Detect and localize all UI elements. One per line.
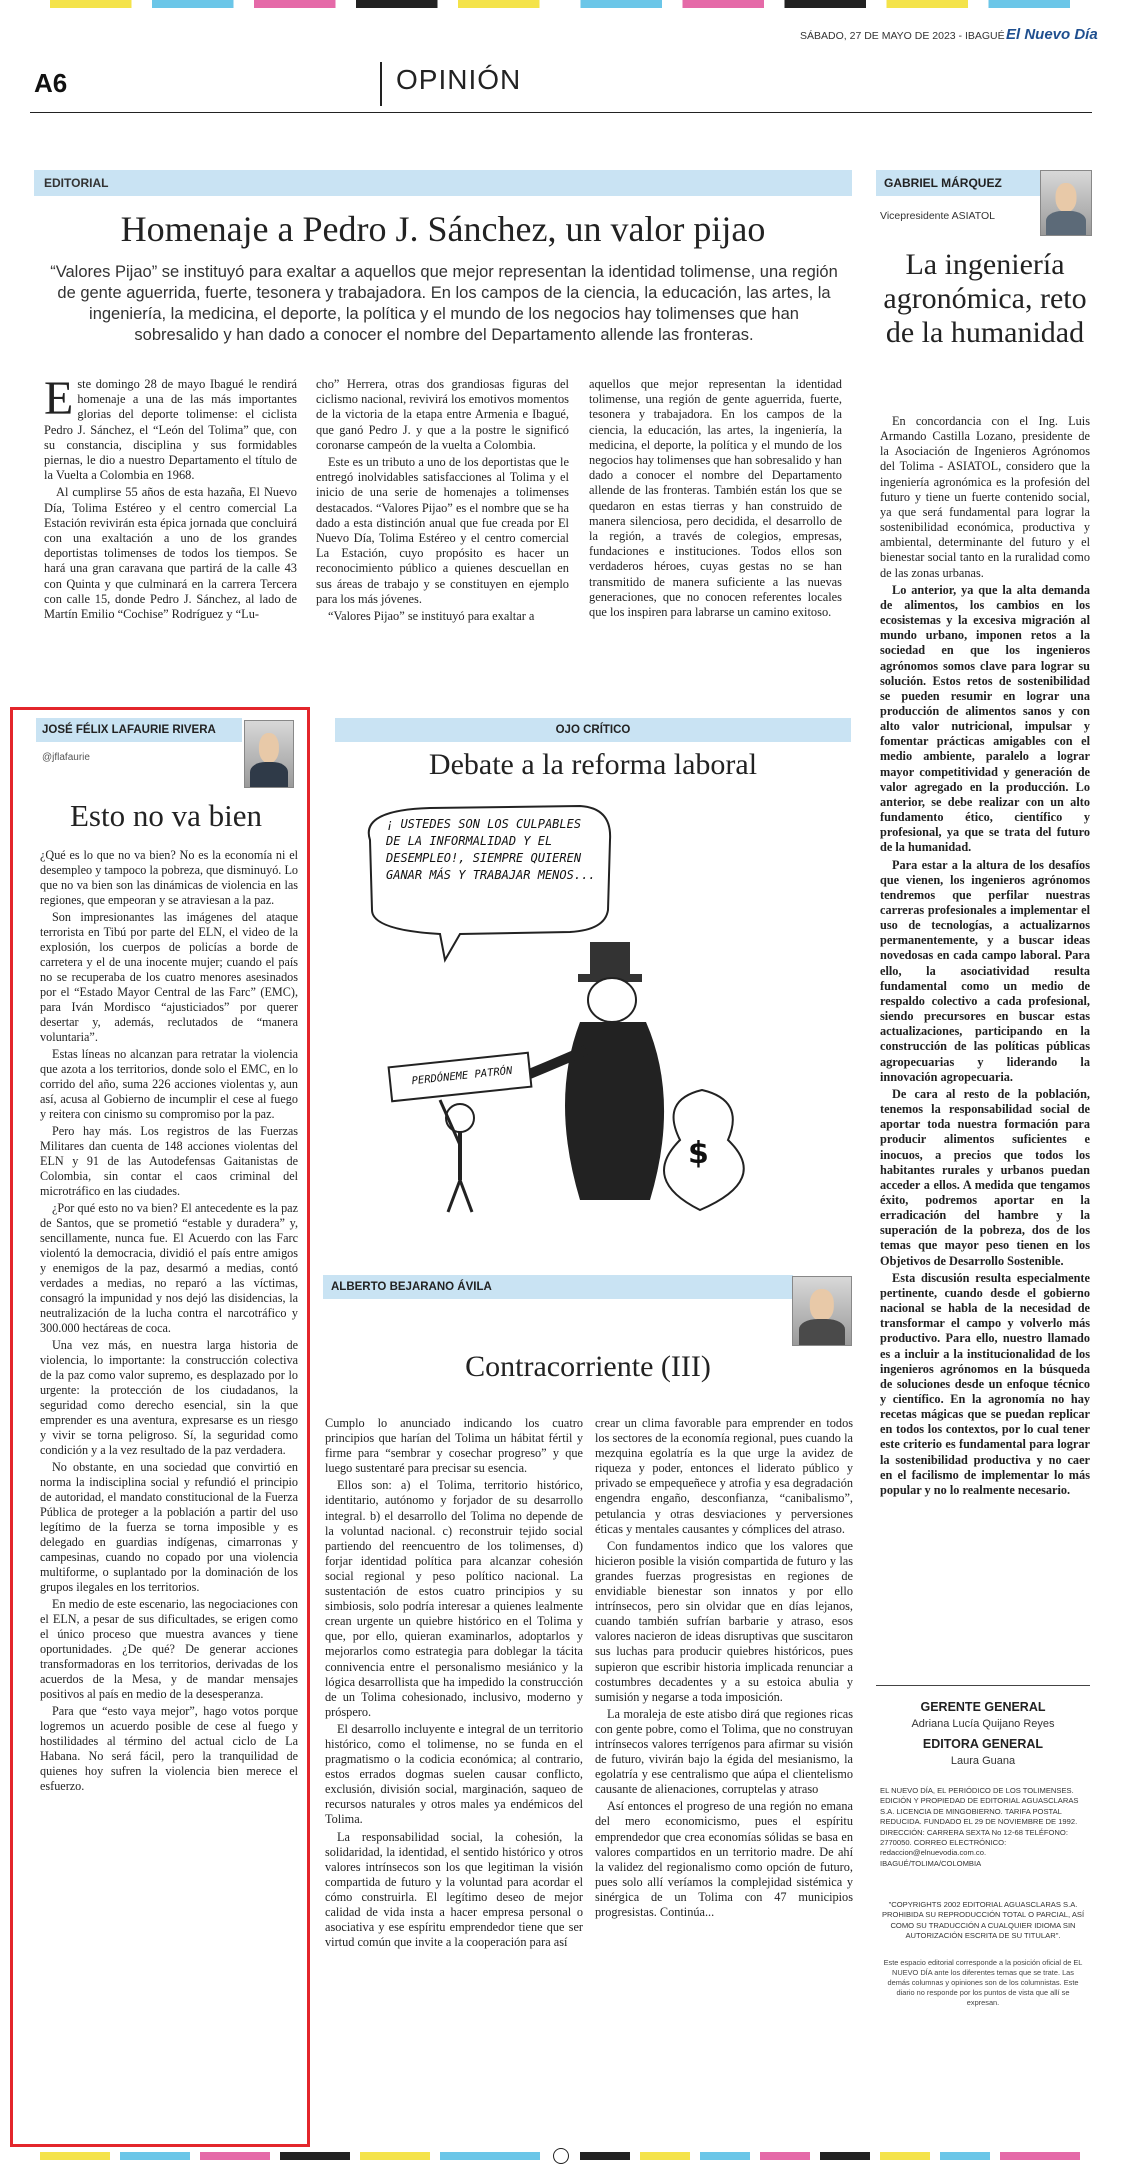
lafaurie-paragraph: Para que “esto vaya mejor”, hago votos porque logremos un acuerdo posible de cese al fuego y hostilidades al término del actual ciclo de La Habana. No será fácil, pero la tranquilidad de quienes hoy sufren la violencia bien merece el esfuerzo.	[40, 1704, 298, 1793]
editorial-col2-p2: Este es un tributo a uno de los deportistas que le entregó inolvidables satisfacciones al Tolima y el inicio de una serie de homenajes a tolimenses destacados. “Valores Pijao” es el nombre que se ha dado a esta distinción anual que fue creada por El Nuevo Día, Tolima Estéreo y el centro comercial La Estación, cuyo propósito es hacer un reconocimiento público a quienes descuellan en sus áreas de trabajo y se constituyen en ejemplo para los más jóvenes.	[316, 455, 569, 606]
editorial-label: EDITORIAL	[44, 176, 109, 190]
lafaurie-paragraph: No obstante, en una sociedad que convirtió en norma la indisciplina social y refundió el principio de autoridad, el mandato constitucional de la Fuerza Pública de proteger a la población a partir del uso legítimo de la fuerza se torna imposible y es delegado en guardias indígenas, cimarronas y campesinas, cuando no copado por una violencia multiforme, o suplantado por la dominación de los grupos ilegales en los territorios.	[40, 1460, 298, 1594]
lafaurie-paragraph: Estas líneas no alcanzan para retratar la violencia que azota a los territorios, donde solo el EMC, en lo corrido del año, suma 226 acciones violentas y, aun así, acusa al Gobierno de incumplir el cese al fuego y reitera con cinismo su compromiso por la paz.	[40, 1047, 298, 1121]
lafaurie-paragraph: ¿Por qué esto no va bien? El antecedente es la paz de Santos, que se prometió “estable y duradera” y, sencillamente, nunca fue. El Acuerdo con las Farc violentó la democracia, dividió el país entre amigos y enemigos de la paz, desarmó a medias, contó verdades a medias, no reparó a las víctimas, consagró la impunidad y nos dejó las disidencias, la neutralización de la lucha contra el narcotráfico y 300.000 hectáreas de coca.	[40, 1201, 298, 1335]
editorial-column-3	[589, 377, 842, 622]
marquez-photo	[1040, 170, 1092, 236]
lafaurie-paragraph: Son impresionantes las imágenes del ataque terrorista en Tibú por parte del ELN, el video de la explosión, los cuerpos de policías a borde de carretera y el de una inocente mujer; cuando el país no se recuperaba de los cuatro menores asesinados por el “Estado Mayor Central de las Farc” (EMC), para Iván Mordisco “ajusticiados” por querer desertar y, además, reclutados de “manera voluntaria”.	[40, 910, 298, 1044]
cartoon-bubble-text: ¡ USTEDES SON LOS CULPABLES DE LA INFORMALIDAD Y EL DESEMPLEO!, SIEMPRE QUIEREN GANAR MÁS Y TRABAJAR MENOS...	[386, 817, 596, 882]
lafaurie-author: JOSÉ FÉLIX LAFAURIE RIVERA	[42, 724, 216, 736]
editorial-col2-p3: “Valores Pijao” se instituyó para exaltar a	[328, 609, 535, 624]
gerente-title: GERENTE GENERAL	[920, 1700, 1046, 1714]
bejarano-col2-paragraph: La moraleja de este atisbo dirá que regiones ricas con gente pobre, como el Tolima, que no construyan intrínsecos valores terrígenos para afirmar su visión de futuro, vivirán bajo la égida del mesianismo, la egolatría y ese centralismo que aúpa el clientelismo causante de alienaciones, corruptelas y atraso	[595, 1706, 853, 1797]
ojo-title: Debate a la reforma laboral	[428, 748, 758, 781]
bejarano-col1-paragraph: El desarrollo incluyente e integral de un territorio histórico, como el tolimense, no se funda en el pragmatismo o la codicia económica; al contrario, estos errados dogmas suelen causar conflicto, exclusión, división social, marginación, saqueo de recursos naturales y otros males ya endémicos del Tolima.	[325, 1721, 583, 1827]
header-rule	[30, 112, 1092, 113]
marquez-title: La ingeniería agronómica, reto de la humanidad	[883, 248, 1087, 349]
bejarano-author: ALBERTO BEJARANO ÁVILA	[331, 1281, 492, 1293]
marquez-p3: Para estar a la altura de los desafíos que vienen, los ingenieros agrónomos tendremos que perfilar nuestras carreras profesionales a implementar el uso de tecnologías, a actualizarnos permanentemente, y a buscar ideas novedosas en cada campo laboral. Para ello, la asociatividad resulta fundamental como un medio de respaldo colectivo a cada profesional, siendo precursores en buscar estas actualizaciones, participando en la construcción de las políticas públicas agropecuarias y liderando la innovación agropecuaria.	[880, 857, 1090, 1084]
color-registration-bar-bottom	[580, 2152, 1080, 2160]
bejarano-col1-paragraph: La responsabilidad social, la cohesión, la solidaridad, la identidad, el sentido histórico y otros valores intrínsecos son los que legitiman la visión compartida de futuro y la voluntad para acordar el cómo construirla. El legítimo deseo de mejor calidad de vida insta a hacer empresa personal o asociativa y ese espíritu emprendedor tiene que ser virtud común que invite a la cooperación para así	[325, 1829, 583, 1950]
masthead-disclaimer: Este espacio editorial corresponde a la posición oficial de EL NUEVO DÍA ante los diferentes temas que se trate. Las demás columnas y opiniones son de los columnistas. Este diario no responde por los puntos de vista que allí se expresan.	[883, 1958, 1083, 2007]
editorial-label-band	[34, 170, 852, 196]
editorial-dropcap: E	[44, 372, 74, 425]
bejarano-author-band	[323, 1275, 793, 1299]
lafaurie-paragraph: Una vez más, en nuestra larga historia de violencia, lo importante: la construcción colectiva de la paz como valor supremo, es desplazado por lo urgente: la protección de los ciudadanos, la seguridad como derecho esencial, sin la que emprender es una aventura, expresarse es un riesgo y vivir se torna peligroso. Sí, la seguridad como condición y a la vez resultado de la paz verdadera.	[40, 1338, 298, 1457]
cartoon-bag-symbol: $	[688, 1136, 709, 1171]
editorial-col3-p1: aquellos que mejor representan la identidad tolimense, una región de gente aguerrida, fuerte, tesonera y trabajadora. En los campos de la ciencia, la educación, las artes, la ingeniería, la medicina, el deporte, la política y el mundo de los negocios hay tolimenses que han sobresalido y han dado a conocer el nombre del Departamento allende de las fronteras. También están los que se quedaron en estas tierras y han construido de manera silenciosa, pero decidida, el desarrollo de la región, a través de colegios, empresas, fundaciones e instituciones. Todos ellos son verdaderos héroes, cuyas gestas no se han transmitido de manera suficiente a las nuevas generaciones, que no conocen referentes locales que los inspiren para labrarse un camino exitoso.	[589, 377, 842, 620]
lafaurie-photo	[244, 720, 294, 788]
ojo-label: OJO CRÍTICO	[555, 724, 631, 736]
marquez-author: GABRIEL MÁRQUEZ	[884, 176, 1002, 190]
ojo-label-band	[335, 718, 851, 742]
lafaurie-paragraph: Pero hay más. Los registros de las Fuerzas Militares dan cuenta de 148 acciones violentas del ELN y 91 de las Autodefensas Gaitanistas de Colombia, sin contar el caos criminal del microtráfico en las ciudades.	[40, 1124, 298, 1198]
lafaurie-title: Esto no va bien	[70, 798, 262, 833]
masthead-copyright: "COPYRIGHTS 2002 EDITORIAL AGUASCLARAS S.A. PROHIBIDA SU REPRODUCCIÓN TOTAL O PARCIAL, ASÍ COMO SU TRADUCCIÓN A CUALQUIER IDIOMA SIN AUTORIZACIÓN ESCRITA DE SU TITULAR".	[881, 1900, 1085, 1941]
color-registration-bar-top	[50, 0, 1070, 8]
color-registration-bar-bottom-left	[40, 2152, 540, 2160]
masthead-rule	[876, 1685, 1090, 1686]
bejarano-title: Contracorriente (III)	[465, 1350, 711, 1383]
editorial-column-1	[44, 372, 297, 624]
bejarano-col2-paragraph: Con fundamentos indico que los valores que hicieron posible la visión compartida de futuro y las grandes fuerzas progresistas en regiones de envidiable bienestar son innatos y por ello intrínsecos, pero sin olvidar que en días lejanos, cuando también sufrían barbarie y atraso, esos valores nacieron de ideas disruptivas que suscitaron sus luchas para producir quiebres históricos, pues supieron que escribir historia implicada renunciar a costumbres decadentes y a su estoica abulia y sumisión y negarse a toda imposición.	[595, 1538, 853, 1704]
editorial-column-2	[316, 377, 569, 626]
editorial-col1-p2: Al cumplirse 55 años de esta hazaña, El Nuevo Día, Tolima Estéreo y el centro comercial La Estación revivirán esta épica jornada que concluirá con una exaltación a uno de los grandes deportistas tolimenses de todos los tiempos. Se hará una gran caravana que partirá de la calle 43 con Quinta y que culminará en la carrera Tercera con calle 15, donde Pedro J. Sánchez, al lado de Martín Emilio “Cochise” Rodríguez y “Lu-	[44, 485, 297, 622]
marquez-p1: En concordancia con el Ing. Luis Armando Castilla Lozano, presidente de la Asociación de Ingenieros Agrónomos del Tolima - ASIATOL, considero que la ingeniería agronómica es la profesión del futuro y tiene un fuerte contenido social, ya que será fundamental para lograr la sostenibilidad económica, productiva y ambiental, determinante del futuro y el bienestar social tanto en la ruralidad como de las zonas urbanas.	[880, 414, 1090, 580]
cartoon-sign-text: PERDÓNEME PATRÓN	[411, 1064, 513, 1088]
lafaurie-author-band	[36, 718, 242, 742]
editora-title: EDITORA GENERAL	[922, 1737, 1044, 1751]
lafaurie-paragraph: En medio de este escenario, las negociaciones con el ELN, a pesar de sus dificultades, se erigen como el único proceso que muestra avances y tiene oportunidades. ¿De qué? De generar acciones transformadoras en los territorios, derivadas de los acuerdos de la Mesa, y de mandar mensajes positivos al país en medio de la desesperanza.	[40, 1597, 298, 1701]
gerente-name: Adriana Lucía Quijano Reyes	[911, 1718, 1055, 1730]
bejarano-col1-paragraph: Cumplo lo anunciado indicando los cuatro principios que harían del Tolima un hábitat fértil y firme para “sembrar y cosechar progreso” y que luego sustentaré para precisar su esencia.	[325, 1416, 583, 1476]
registration-mark	[553, 2148, 569, 2164]
date-line: SÁBADO, 27 DE MAYO DE 2023 - IBAGUÉ	[800, 30, 1005, 42]
editorial-col1-p1: ste domingo 28 de mayo Ibagué le rendirá homenaje a una de las más importantes glorias del deporte tolimense: el ciclista Pedro J. Sánchez, el “León del Tolima” que, con su constancia, disciplina y sus formidables piernas, le dio a nuestro Departamento el título de la Vuelta a Colombia en 1968.	[44, 377, 297, 483]
bejarano-photo	[792, 1276, 852, 1346]
bejarano-col2-paragraph: crear un clima favorable para emprender en todos los sectores de la economía regional, pues cuando la mezquina egolatría es la que urge la avidez de riqueza y poder, entonces el liderato público y privado se empequeñece y atrofia y esa degradación engendra engaño, desconfianza, “canibalismo”, petulancia y otras desviaciones y perversiones éticas y mentales causantes y cómplices del atraso.	[595, 1416, 853, 1536]
section-title: OPINIÓN	[396, 64, 522, 95]
marquez-role: Vicepresidente ASIATOL	[880, 210, 995, 222]
marquez-p5: Esta discusión resulta especialmente pertinente, cuando desde el gobierno nacional se habla de la necesidad de transformar el campo y volverlo más productivo. Para ello, nuestro llamado es a incluir a la institucionalidad de los ingenieros agrónomos en la búsqueda de soluciones desde un enfoque técnico y científico. En la agronomía no hay recetas mágicas que se puedan replicar en todos los contextos, por lo cual tener este criterio es fundamental para lograr la sostenibilidad productiva y no caer en el facilismo de implementar lo más popular y no lo realmente necesario.	[880, 1270, 1090, 1497]
bejarano-column-1	[325, 1416, 583, 1952]
bejarano-column-2	[595, 1416, 853, 1922]
cartoon	[350, 800, 840, 1220]
lafaurie-handle: @jflafaurie	[42, 752, 90, 763]
marquez-p4: De cara al resto de la población, tenemos la responsabilidad social de aportar toda nuestra formación para producir alimentos suficientes e inocuos, a precios que todos los habitantes rurales y urbanos puedan acceder a ellos. A medida que tengamos éxito, podremos aportar en la erradicación del hambre y la superación de la pobreza, dos de los temas que mayor peso tienen en los Objetivos de Desarrollo Sostenible.	[880, 1086, 1090, 1268]
marquez-body	[880, 414, 1090, 1500]
editorial-title: Homenaje a Pedro J. Sánchez, un valor pijao	[120, 209, 766, 249]
section-divider	[380, 62, 382, 106]
marquez-p2: Lo anterior, ya que la alta demanda de alimentos, los cambios en los ecosistemas y la excesiva migración al mundo urbano, imponen retos a la sociedad en que los ingenieros agrónomos somos clave para lograr su solución. Estos retos de sostenibilidad se pueden resumir en lograr una producción de alimentos sanos y con alto valor nutricional, impulsar y fomentar prácticas amigables con el medio ambiente, paralelo a lograr mayor competitividad y generación de valor agregado en la producción. Lo anterior, se debe realizar con un alto fundamento ético, científico y profesional, ya que se trata del futuro de la humanidad.	[880, 582, 1090, 855]
editorial-col2-p1: cho” Herrera, otras dos grandiosas figuras del ciclismo nacional, revivirá los emotivos momentos de la victoria de la etapa entre Armenia e Ibagué, que ganó Pedro J. y que a la postre le significó coronarse campeón de la vuelta a Colombia.	[316, 377, 569, 452]
editora-name: Laura Guana	[950, 1755, 1016, 1767]
editorial-lead: “Valores Pijao” se instituyó para exaltar a aquellos que mejor representan la identidad tolimense, una región de gente aguerrida, fuerte, tesonera y trabajadora. En los campos de la ciencia, la educación, las artes, la ingeniería, la medicina, el deporte, la política y el mundo de los negocios hay tolimenses que han sobresalido y han dado a conocer el nombre del Departamento allende las fronteras.	[50, 263, 838, 344]
bejarano-col1-paragraph: Ellos son: a) el Tolima, territorio histórico, identitario, autónomo y forjador de su desarrollo integral. b) el desarrollo del Tolima no depende de la voluntad nacional. c) reconstruir tejido social partiendo del reencuentro de los tolimenses, d) forjar identidad política para alcanzar cohesión social regional y peso político nacional. La sustentación de estos cuatro principios y su simbiosis, solo podría interesar a quienes lealmente crean urgente un quiebre histórico en el Tolima y que, por ello, quieran examinarlos, adoptarlos y mejorarlos como estrategia para doblegar la tácita connivencia entre el personalismo mesiánico y la lógica desarrollista que ha impedido la construcción de un Tolima cohesionado, inclusivo, moderno y próspero.	[325, 1478, 583, 1719]
lafaurie-paragraph: ¿Qué es lo que no va bien? No es la economía ni el desempleo y tampoco la pobreza, que disminuyó. Lo que no va bien son las dinámicas de violencia en las regiones, que empeoran y se atraviesan a la paz.	[40, 848, 298, 907]
lafaurie-body	[40, 848, 298, 1796]
page-number: A6	[34, 68, 68, 98]
bejarano-col2-paragraph: Así entonces el progreso de una región no emana del mero economicismo, pues el espíritu emprendedor que crea economías sólidas se basa en valores compartidos en un territorio madre. De ahí la validez del regionalismo como opción de futuro, pues solo allí veríamos la complejidad sistémica y sinérgica de un Tolima con 47 municipios progresistas. Continúa...	[595, 1799, 853, 1919]
masthead-legal: EL NUEVO DÍA, EL PERIÓDICO DE LOS TOLIMENSES. EDICIÓN Y PROPIEDAD DE EDITORIAL AGUASCLARAS S.A. LICENCIA DE MINGOBIERNO. TARIFA POSTAL REDUCIDA. FUNDADO EL 29 DE NOVIEMBRE DE 1992. DIRECCIÓN: CARRERA SEXTA No 12-68 TELÉFONO: 2770050. CORREO ELECTRÓNICO: redaccion@elnuevodia.com.co. IBAGUÉ/TOLIMA/COLOMBIA	[880, 1786, 1079, 1868]
brand-logo: El Nuevo Día	[1006, 26, 1098, 43]
